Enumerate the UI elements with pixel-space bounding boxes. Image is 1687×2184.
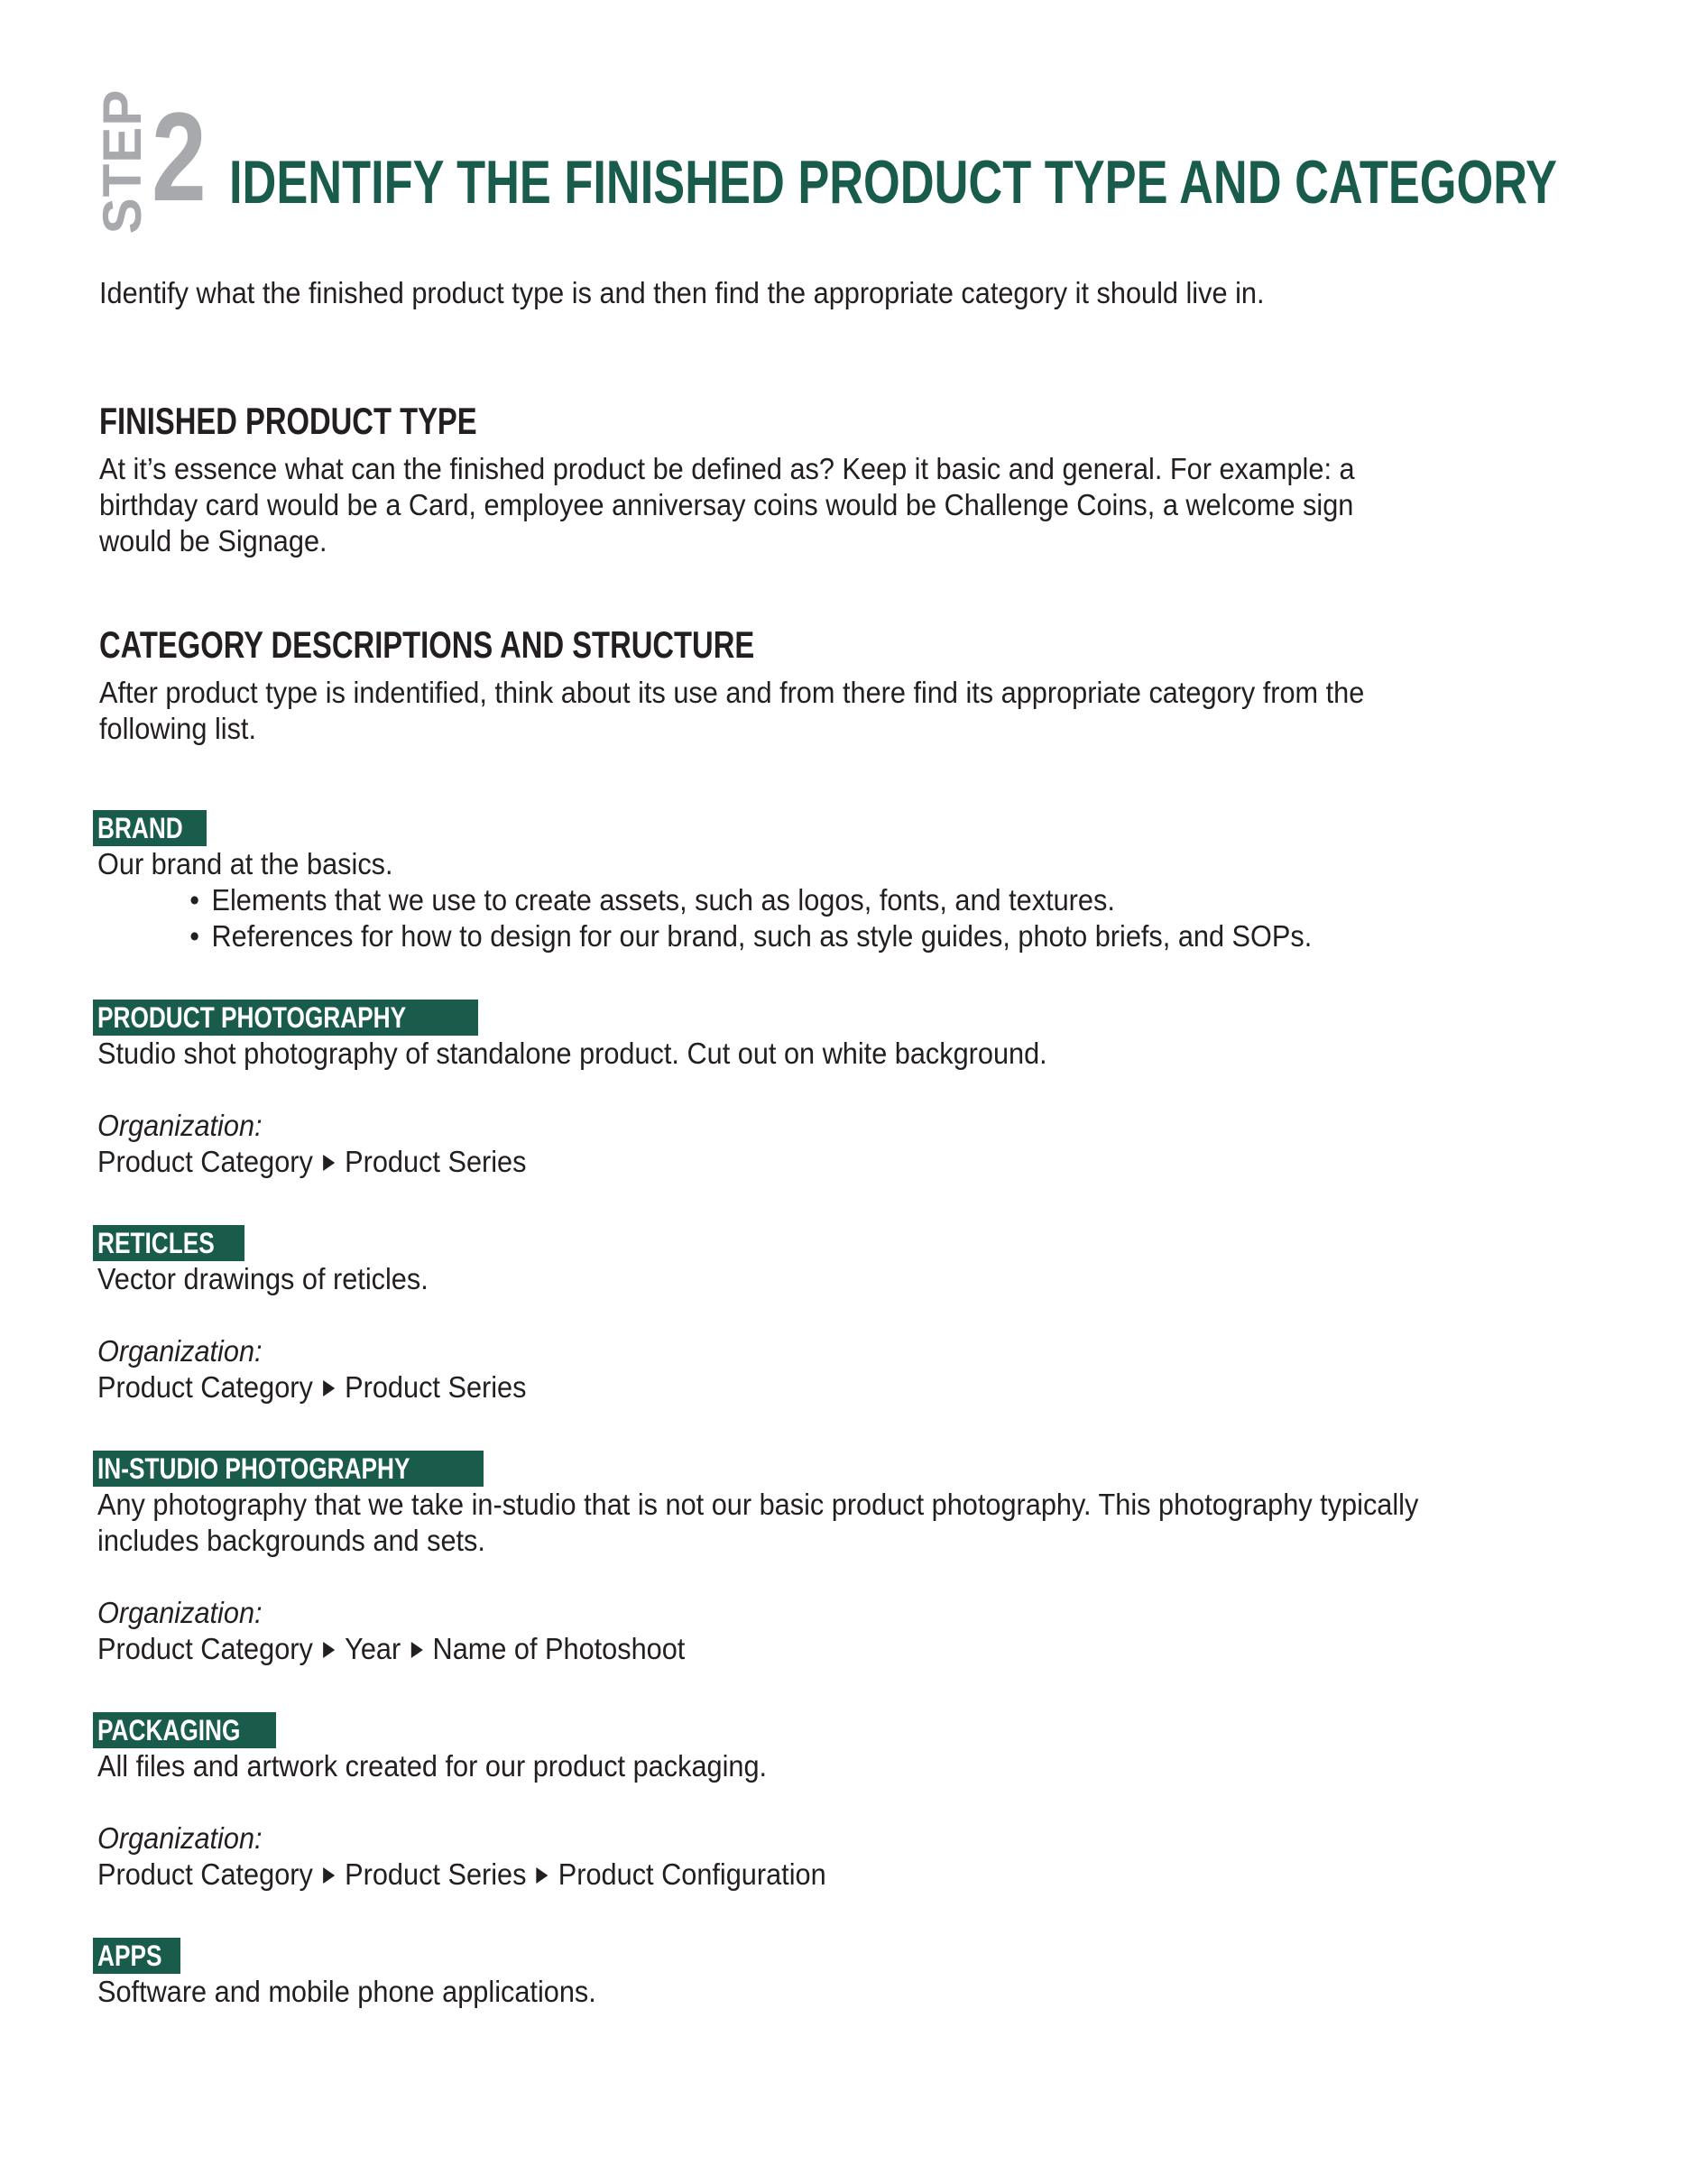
step-label bbox=[92, 88, 152, 235]
path-segment: Product Configuration bbox=[558, 1857, 826, 1891]
category-apps bbox=[93, 1938, 1554, 2010]
step-header bbox=[92, 86, 1586, 235]
category-tag bbox=[93, 1225, 244, 1261]
category-tag-label: PACKAGING bbox=[97, 1714, 241, 1746]
organization bbox=[97, 1595, 1457, 1667]
path-segment: Product Category bbox=[97, 1857, 313, 1891]
right-triangle-arrow-icon bbox=[323, 1380, 335, 1396]
organization-label: Organization: bbox=[97, 1596, 263, 1629]
right-triangle-arrow-icon bbox=[410, 1642, 422, 1658]
organization bbox=[97, 1333, 1457, 1405]
right-triangle-arrow-icon bbox=[537, 1867, 549, 1884]
category-tag bbox=[93, 1000, 478, 1036]
finished-product-type-body bbox=[99, 451, 1408, 559]
category-content bbox=[97, 846, 1457, 954]
right-triangle-arrow-icon bbox=[323, 1155, 335, 1171]
path-segment: Product Series bbox=[345, 1145, 527, 1178]
category-reticles bbox=[93, 1225, 1554, 1405]
path-segment: Year bbox=[345, 1632, 401, 1665]
category-descriptions-heading: CATEGORY DESCRIPTIONS AND STRUCTURE bbox=[99, 623, 755, 666]
category-tag-label: IN-STUDIO PHOTOGRAPHY bbox=[97, 1452, 410, 1485]
category-description: Any photography that we take in-studio that is not our basic product photography. This photography typically includes backgrounds and sets. bbox=[97, 1488, 1419, 1557]
category-content bbox=[97, 1748, 1457, 1893]
category-tag bbox=[93, 1712, 276, 1748]
step-word-text: STEP bbox=[92, 88, 152, 235]
path-segment: Product Category bbox=[97, 1145, 313, 1178]
organization-label: Organization: bbox=[97, 1334, 263, 1368]
path-segment: Product Series bbox=[345, 1370, 527, 1404]
category-brand bbox=[93, 810, 1554, 954]
intro-text: Identify what the finished product type is and then find the appropriate category it should live in. bbox=[99, 276, 1265, 309]
category-description: Studio shot photography of standalone product. Cut out on white background. bbox=[97, 1037, 1047, 1070]
category-in-studio-photography bbox=[93, 1451, 1554, 1667]
category-description: Vector drawings of reticles. bbox=[97, 1262, 429, 1295]
right-triangle-arrow-icon bbox=[323, 1867, 335, 1884]
list-item: • References for how to design for our brand, such as style guides, photo briefs, and SOPs. bbox=[189, 918, 1456, 954]
category-tag-label: PRODUCT PHOTOGRAPHY bbox=[97, 1001, 407, 1034]
right-triangle-arrow-icon bbox=[323, 1642, 335, 1658]
category-packaging bbox=[93, 1712, 1554, 1893]
category-description: Software and mobile phone applications. bbox=[97, 1975, 596, 2008]
category-product-photography bbox=[93, 1000, 1554, 1180]
category-content bbox=[97, 1974, 1457, 2010]
category-tag-label: RETICLES bbox=[97, 1227, 215, 1259]
category-tag-label: APPS bbox=[97, 1940, 162, 1972]
category-tag bbox=[93, 810, 207, 846]
category-tag bbox=[93, 1451, 484, 1487]
finished-product-type-heading: FINISHED PRODUCT TYPE bbox=[99, 400, 477, 442]
organization-label: Organization: bbox=[97, 1821, 263, 1855]
category-descriptions-text: After product type is indentified, think about its use and from there find its appropriate category from the following list. bbox=[99, 676, 1365, 745]
category-content bbox=[97, 1487, 1457, 1667]
list-item: • Elements that we use to create assets, such as logos, fonts, and textures. bbox=[189, 882, 1456, 918]
organization-path bbox=[97, 1631, 1457, 1667]
category-description: All files and artwork created for our product packaging. bbox=[97, 1749, 768, 1783]
category-description: Our brand at the basics. bbox=[97, 847, 393, 880]
category-tag bbox=[93, 1938, 180, 1974]
organization-path bbox=[97, 1144, 1457, 1180]
organization bbox=[97, 1108, 1457, 1180]
organization-path bbox=[97, 1857, 1457, 1893]
organization bbox=[97, 1820, 1457, 1893]
path-segment: Product Series bbox=[345, 1857, 527, 1891]
path-segment: Name of Photoshoot bbox=[432, 1632, 686, 1665]
organization-label: Organization: bbox=[97, 1109, 263, 1142]
category-descriptions-body bbox=[99, 675, 1408, 747]
page-title: IDENTIFY THE FINISHED PRODUCT TYPE AND CATEGORY bbox=[229, 148, 1557, 217]
path-segment: Product Category bbox=[97, 1370, 313, 1404]
path-segment: Product Category bbox=[97, 1632, 313, 1665]
organization-path bbox=[97, 1369, 1457, 1405]
category-content bbox=[97, 1036, 1457, 1180]
step-number: 2 bbox=[152, 86, 207, 227]
category-tag-label: BRAND bbox=[97, 812, 183, 844]
bullet-list bbox=[97, 882, 1457, 954]
finished-product-type-text: At it’s essence what can the finished product be defined as? Keep it basic and general. For example: a birthday card would be a Card, employee anniversay coins would be Challenge Coins, a welcome sign would be Signage. bbox=[99, 452, 1355, 558]
category-content bbox=[97, 1261, 1457, 1405]
